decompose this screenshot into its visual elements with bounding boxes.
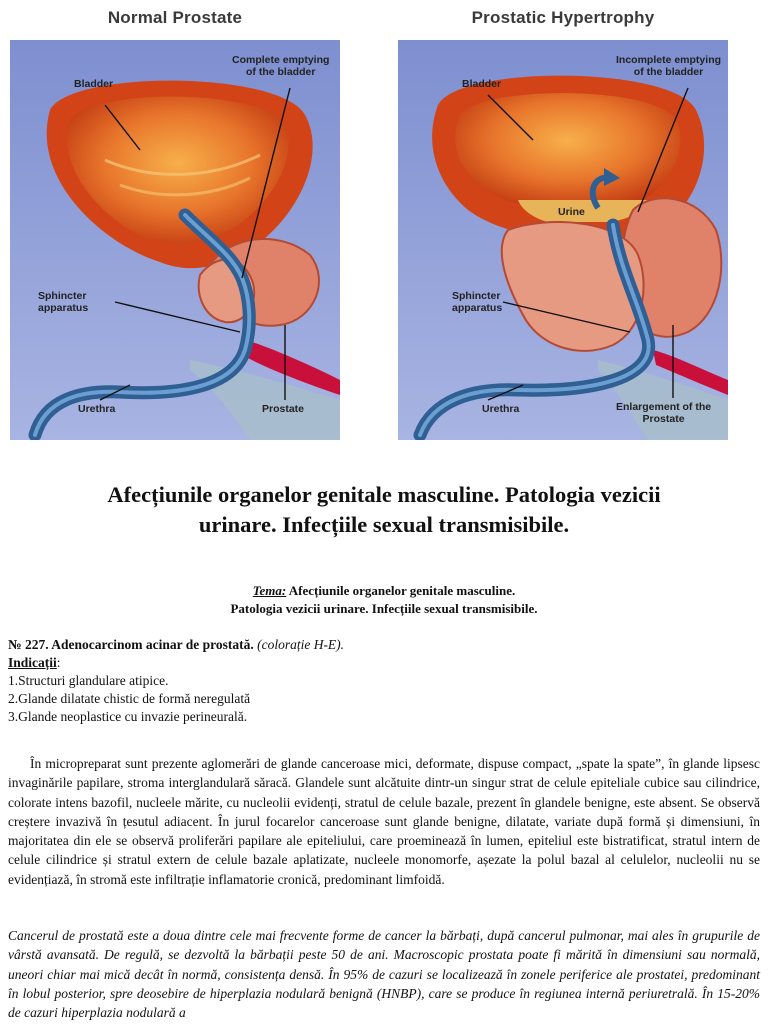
label-incomplete-emptying: Incomplete emptying of the bladder [616,54,722,78]
label-complete-emptying: Complete emptying of the bladder [232,54,330,78]
tema-label: Tema: [252,583,287,598]
label-enlargement: Enlargement of the Prostate [616,401,712,425]
indications-label: Indicații [8,655,57,670]
preparation-item [8,636,760,726]
label-sphincter: Sphincter apparatus [452,290,503,314]
figure-title-normal: Normal Prostate [107,8,243,27]
item-heading [8,636,760,654]
tema-line-1 [20,582,748,600]
figure-title-hypertrophy: Prostatic Hypertrophy [471,8,655,27]
item-stain: (colorație H-E). [253,637,345,652]
label-sphincter: Sphincter apparatus [38,290,89,314]
commentary-paragraph: Cancerul de prostată este a doua dintre cele mai frecvente forme de cancer la bărbați, după cancerul pulmonar, mai ales în grupurile de vârstă avansată. De regulă, se dezvoltă la bărbații peste 50 de ani. Macroscopic prostata poate fi mărită în dimensiuni sau normală, uneori chiar mai mică decât în normă, consistența densă. În 95% de cazuri se localizează în zonele periferice ale prostatei, predominant în lobul posterior, spre deosebire de hiperplazia nodulară benignă (HNBP), care se produce în regiunea internă periuretrală. În 15-20% de cazuri hiperplazia nodulară a [8,928,760,1021]
indication-item: 1.Structuri glandulare atipice. [8,673,169,688]
label-urethra: Urethra [482,403,520,415]
description-paragraph: În micropreparat sunt prezente aglomerări de glande canceroase mici, deformate, dispuse compact, „spate la spate”, în glande lipsesc invaginările papilare, stroma interglandulară săracă. Glandele sunt alcătuite dintr-un singur strat de celule epiteliale cubice sau cilindrice, colorate intens bazofil, nucleele mărite, cu nucleolii evidenți, stratul de celule bazale, prezent în glandele benigne, este absent. Se observă creștere invazivă în țesutul adiacent. În jurul focarelor canceroase sunt glande benigne, dilatate, variate după formă și dimensiuni, în majoritatea din ele se observă proliferări papilare ale epiteliului, care proeminează în lumen, epiteliul este bistratificat, stratul intern de celule cilindrice și stratul extern de celule bazale aplatizate, nucleele monomorfe, așezate la polul bazal al celulelor, nucleolii nu se evidențiază, în stromă este infiltrație inflamatorie cronică, predominant limfoidă. [8,756,760,887]
tema-text-1: Afecțiunile organelor genitale masculine. [286,583,516,598]
tema-block [20,582,748,618]
indication-item: 3.Glande neoplastice cu invazie perineurală. [8,709,248,724]
label-prostate: Prostate [262,403,305,415]
normal-prostate-illustration [10,40,340,440]
document-title-line-1: Afecțiunile organelor genitale masculine. Patologia vezicii [107,482,661,507]
figure-normal-prostate [10,0,340,440]
indications-heading: Indicații: [8,655,61,670]
figure-panel-normal [10,40,340,440]
item-name: Adenocarcinom acinar de prostată. [48,637,254,652]
tema-line-2: Patologia vezicii urinare. Infecțiile sexual transmisibile. [230,601,538,616]
label-bladder: Bladder [462,78,502,90]
document-title [20,480,748,540]
figure-prostatic-hypertrophy [398,0,728,440]
label-urine: Urine [558,206,585,218]
document-title-line-2: urinare. Infecțiile sexual transmisibile. [198,512,570,537]
figure-panel-hypertrophy [398,40,728,440]
label-bladder: Bladder [74,78,114,90]
item-number: № 227. [8,637,49,652]
hypertrophy-illustration [398,40,728,440]
indication-item: 2.Glande dilatate chistic de formă neregulată [8,691,251,706]
label-urethra: Urethra [78,403,116,415]
